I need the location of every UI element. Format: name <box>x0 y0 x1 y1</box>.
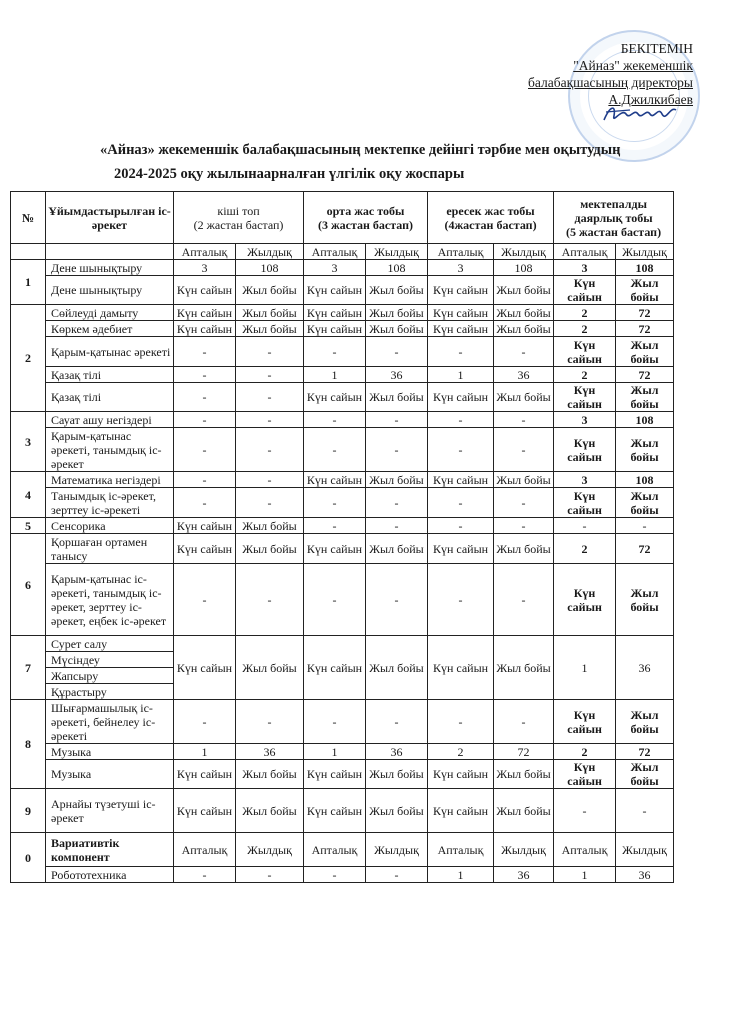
yearly-value: Жыл бойы <box>236 534 304 564</box>
subheader-weekly: Апталық <box>428 244 494 260</box>
group-age: (2 жастан бастап) <box>193 217 284 232</box>
table-row <box>11 760 674 789</box>
weekly-value: Күн сайын <box>554 337 616 367</box>
approval-line-2: балабақшасының директоры <box>528 75 693 90</box>
weekly-value: 3 <box>554 472 616 488</box>
weekly-value: Күн сайын <box>554 488 616 518</box>
yearly-value: 108 <box>616 260 674 276</box>
yearly-value: Жылдық <box>366 833 428 867</box>
yearly-value: Жыл бойы <box>616 700 674 744</box>
yearly-value: 36 <box>366 744 428 760</box>
weekly-value: - <box>428 700 494 744</box>
weekly-value: - <box>174 428 236 472</box>
yearly-value: Жылдық <box>616 833 674 867</box>
yearly-value: Жыл бойы <box>236 518 304 534</box>
yearly-value: 108 <box>236 260 304 276</box>
yearly-value: Жыл бойы <box>366 276 428 305</box>
weekly-value: Күн сайын <box>428 760 494 789</box>
approval-director-name: А.Джилкибаев <box>608 92 693 107</box>
activity-name: Жапсыру <box>46 668 174 684</box>
weekly-value: - <box>174 472 236 488</box>
weekly-value: Күн сайын <box>554 383 616 412</box>
activity-name: Танымдық іс-әрекет, зерттеу іс-әрекеті <box>46 488 174 518</box>
subheader-weekly: Апталық <box>174 244 236 260</box>
document-title <box>100 138 620 186</box>
yearly-value: - <box>494 564 554 636</box>
yearly-value: Жыл бойы <box>366 760 428 789</box>
weekly-value: Күн сайын <box>428 636 494 700</box>
yearly-value: Жыл бойы <box>494 472 554 488</box>
yearly-value: Жыл бойы <box>236 305 304 321</box>
yearly-value: 72 <box>616 744 674 760</box>
table-row <box>11 700 674 744</box>
subheader-blank <box>11 244 46 260</box>
yearly-value: Жыл бойы <box>494 534 554 564</box>
activity-name: Қоршаған ортамен танысу <box>46 534 174 564</box>
approval-block <box>528 40 693 108</box>
weekly-value: Күн сайын <box>174 789 236 833</box>
group-age: (3 жастан бастап) <box>317 217 414 232</box>
weekly-value: - <box>428 337 494 367</box>
curriculum-table-body <box>11 260 674 883</box>
weekly-value: - <box>304 428 366 472</box>
subheader-weekly: Апталық <box>304 244 366 260</box>
weekly-value: Күн сайын <box>174 305 236 321</box>
weekly-value: Күн сайын <box>304 321 366 337</box>
weekly-value: - <box>304 564 366 636</box>
yearly-value: Жыл бойы <box>236 789 304 833</box>
yearly-value: Жыл бойы <box>236 321 304 337</box>
yearly-value: - <box>236 337 304 367</box>
subheader-yearly: Жылдық <box>236 244 304 260</box>
yearly-value: - <box>494 488 554 518</box>
activity-name: Математика негіздері <box>46 472 174 488</box>
weekly-value: Күн сайын <box>428 383 494 412</box>
yearly-value: 72 <box>616 321 674 337</box>
weekly-value: Күн сайын <box>174 276 236 305</box>
document-title-line-1: «Айназ» жекеменшік балабақшасының мектепке дейінгі тәрбие мен оқытудың <box>100 142 621 158</box>
activity-name: Құрастыру <box>46 684 174 700</box>
weekly-value: - <box>428 428 494 472</box>
row-number: 4 <box>11 472 46 518</box>
table-row <box>11 472 674 488</box>
yearly-value: Жыл бойы <box>616 337 674 367</box>
table-row <box>11 276 674 305</box>
weekly-value: - <box>304 867 366 883</box>
weekly-value: Күн сайын <box>174 760 236 789</box>
yearly-value: 108 <box>616 412 674 428</box>
activity-name: Сурет салу <box>46 636 174 652</box>
row-number: 7 <box>11 636 46 700</box>
weekly-value: Күн сайын <box>554 700 616 744</box>
weekly-value: Күн сайын <box>174 518 236 534</box>
yearly-value: - <box>366 488 428 518</box>
table-row <box>11 260 674 276</box>
subheader-yearly: Жылдық <box>366 244 428 260</box>
table-row <box>11 564 674 636</box>
activity-name: Мүсіндеу <box>46 652 174 668</box>
weekly-value: - <box>174 337 236 367</box>
approval-heading: БЕКІТЕМІН <box>620 41 693 56</box>
weekly-value: - <box>554 789 616 833</box>
yearly-value: Жыл бойы <box>616 383 674 412</box>
yearly-value: Жыл бойы <box>366 472 428 488</box>
weekly-value: - <box>428 488 494 518</box>
weekly-value: Күн сайын <box>304 534 366 564</box>
weekly-value: Апталық <box>174 833 236 867</box>
yearly-value: - <box>494 428 554 472</box>
yearly-value: - <box>366 337 428 367</box>
yearly-value: 36 <box>236 744 304 760</box>
header-num: № <box>11 192 46 244</box>
weekly-value: Күн сайын <box>304 383 366 412</box>
row-number: 2 <box>11 305 46 412</box>
table-row <box>11 367 674 383</box>
weekly-value: - <box>304 412 366 428</box>
row-number: 6 <box>11 534 46 636</box>
group-age: (4жастан бастап) <box>444 217 537 232</box>
yearly-value: 108 <box>616 472 674 488</box>
table-row <box>11 428 674 472</box>
yearly-value: Жыл бойы <box>494 383 554 412</box>
row-number: 8 <box>11 700 46 789</box>
weekly-value: 3 <box>304 260 366 276</box>
yearly-value: Жыл бойы <box>236 276 304 305</box>
weekly-value: 2 <box>554 744 616 760</box>
yearly-value: 72 <box>616 367 674 383</box>
yearly-value: Жыл бойы <box>616 760 674 789</box>
weekly-value: 1 <box>428 867 494 883</box>
table-row <box>11 789 674 833</box>
yearly-value: Жыл бойы <box>616 488 674 518</box>
yearly-value: - <box>236 428 304 472</box>
document-title-line-2: 2024-2025 оқу жылынаарналған үлгілік оқу жоспары <box>114 166 465 182</box>
table-row <box>11 305 674 321</box>
weekly-value: - <box>304 700 366 744</box>
weekly-value: Күн сайын <box>428 472 494 488</box>
activity-name: Қазақ тілі <box>46 367 174 383</box>
yearly-value: - <box>366 428 428 472</box>
weekly-value: Күн сайын <box>304 305 366 321</box>
weekly-value: 1 <box>304 367 366 383</box>
yearly-value: - <box>616 789 674 833</box>
yearly-value: Жыл бойы <box>366 321 428 337</box>
weekly-value: - <box>554 518 616 534</box>
activity-name: Робототехника <box>46 867 174 883</box>
activity-name: Сауат ашу негіздері <box>46 412 174 428</box>
header-group-senior <box>428 192 554 244</box>
subheader-blank <box>46 244 174 260</box>
weekly-value: Күн сайын <box>554 564 616 636</box>
weekly-value: 3 <box>554 412 616 428</box>
weekly-value: - <box>174 564 236 636</box>
weekly-value: Апталық <box>428 833 494 867</box>
row-number: 1 <box>11 260 46 305</box>
weekly-value: Күн сайын <box>304 760 366 789</box>
activity-name: Сенсорика <box>46 518 174 534</box>
yearly-value: - <box>494 518 554 534</box>
header-group-preschool <box>554 192 674 244</box>
weekly-value: Күн сайын <box>554 428 616 472</box>
yearly-value: 36 <box>616 636 674 700</box>
subheader-yearly: Жылдық <box>494 244 554 260</box>
weekly-value: - <box>174 488 236 518</box>
yearly-value: Жыл бойы <box>366 789 428 833</box>
activity-name: Дене шынықтыру <box>46 276 174 305</box>
weekly-value: Күн сайын <box>428 321 494 337</box>
weekly-value: Күн сайын <box>174 534 236 564</box>
weekly-value: 1 <box>304 744 366 760</box>
yearly-value: - <box>494 700 554 744</box>
weekly-value: Күн сайын <box>428 305 494 321</box>
group-name: кіші топ <box>217 203 260 218</box>
table-row <box>11 833 674 867</box>
weekly-value: Күн сайын <box>554 276 616 305</box>
yearly-value: Жыл бойы <box>494 276 554 305</box>
weekly-value: - <box>174 867 236 883</box>
weekly-value: Апталық <box>554 833 616 867</box>
table-row <box>11 383 674 412</box>
yearly-value: 108 <box>494 260 554 276</box>
weekly-value: 1 <box>554 867 616 883</box>
table-row <box>11 636 674 652</box>
weekly-value: 2 <box>428 744 494 760</box>
header-group-middle <box>304 192 428 244</box>
weekly-value: 3 <box>428 260 494 276</box>
weekly-value: Апталық <box>304 833 366 867</box>
yearly-value: Жыл бойы <box>366 305 428 321</box>
yearly-value: - <box>236 867 304 883</box>
yearly-value: - <box>236 383 304 412</box>
yearly-value: - <box>236 488 304 518</box>
subheader-weekly: Апталық <box>554 244 616 260</box>
yearly-value: 36 <box>616 867 674 883</box>
table-row <box>11 337 674 367</box>
yearly-value: - <box>494 412 554 428</box>
yearly-value: - <box>366 700 428 744</box>
weekly-value: 1 <box>174 744 236 760</box>
weekly-value: 3 <box>174 260 236 276</box>
table-row <box>11 488 674 518</box>
yearly-value: Жыл бойы <box>616 428 674 472</box>
yearly-value: Жыл бойы <box>616 564 674 636</box>
table-row <box>11 534 674 564</box>
weekly-value: Күн сайын <box>174 321 236 337</box>
row-number: 3 <box>11 412 46 472</box>
header-group-junior <box>174 192 304 244</box>
row-number: 9 <box>11 789 46 833</box>
group-age: (5 жастан бастап) <box>565 224 662 239</box>
yearly-value: - <box>366 412 428 428</box>
activity-name: Қарым-қатынас әрекеті <box>46 337 174 367</box>
activity-name: Шығармашылық іс-әрекеті, бейнелеу іс-әрекеті <box>46 700 174 744</box>
yearly-value: - <box>616 518 674 534</box>
weekly-value: Күн сайын <box>304 472 366 488</box>
yearly-value: 36 <box>366 367 428 383</box>
activity-name: Қарым-қатынас әрекеті, танымдық іс-әрекет <box>46 428 174 472</box>
activity-name: Вариативтік компонент <box>46 833 174 867</box>
activity-name: Дене шынықтыру <box>46 260 174 276</box>
weekly-value: - <box>174 700 236 744</box>
weekly-value: - <box>174 412 236 428</box>
group-name: орта жас тобы <box>326 203 405 218</box>
yearly-value: 36 <box>494 867 554 883</box>
yearly-value: Жыл бойы <box>494 636 554 700</box>
weekly-value: 2 <box>554 305 616 321</box>
weekly-value: Күн сайын <box>428 789 494 833</box>
weekly-value: Күн сайын <box>428 276 494 305</box>
weekly-value: 1 <box>554 636 616 700</box>
row-number: 5 <box>11 518 46 534</box>
yearly-value: - <box>236 564 304 636</box>
yearly-value: - <box>236 700 304 744</box>
activity-name: Музыка <box>46 760 174 789</box>
yearly-value: - <box>366 564 428 636</box>
group-subname: даярлық тобы <box>574 210 653 225</box>
yearly-value: Жыл бойы <box>236 636 304 700</box>
yearly-value: Жылдық <box>236 833 304 867</box>
yearly-value: Жыл бойы <box>236 760 304 789</box>
weekly-value: - <box>174 383 236 412</box>
curriculum-table <box>10 191 674 883</box>
subheader-yearly: Жылдық <box>616 244 674 260</box>
activity-name: Арнайы түзетуші іс-әрекет <box>46 789 174 833</box>
yearly-value: 72 <box>616 534 674 564</box>
yearly-value: - <box>366 518 428 534</box>
weekly-value: Күн сайын <box>304 789 366 833</box>
weekly-value: Күн сайын <box>304 276 366 305</box>
yearly-value: Жыл бойы <box>616 276 674 305</box>
table-row <box>11 867 674 883</box>
yearly-value: - <box>236 367 304 383</box>
weekly-value: - <box>428 518 494 534</box>
activity-name: Қазақ тілі <box>46 383 174 412</box>
row-number: 0 <box>11 833 46 883</box>
yearly-value: 72 <box>494 744 554 760</box>
weekly-value: 2 <box>554 321 616 337</box>
yearly-value: Жыл бойы <box>494 789 554 833</box>
table-row <box>11 412 674 428</box>
yearly-value: Жылдық <box>494 833 554 867</box>
yearly-value: Жыл бойы <box>366 636 428 700</box>
table-row <box>11 321 674 337</box>
yearly-value: - <box>494 337 554 367</box>
weekly-value: 2 <box>554 534 616 564</box>
weekly-value: 3 <box>554 260 616 276</box>
weekly-value: - <box>304 518 366 534</box>
weekly-value: Күн сайын <box>304 636 366 700</box>
weekly-value: - <box>174 367 236 383</box>
weekly-value: - <box>428 564 494 636</box>
activity-name: Сөйлеуді дамыту <box>46 305 174 321</box>
activity-name: Қарым-қатынас іс-әрекеті, танымдық іс-әрекет, зерттеу іс-әрекет, еңбек іс-әрекет <box>46 564 174 636</box>
yearly-value: - <box>366 867 428 883</box>
yearly-value: 72 <box>616 305 674 321</box>
yearly-value: Жыл бойы <box>366 383 428 412</box>
weekly-value: Күн сайын <box>554 760 616 789</box>
table-row <box>11 518 674 534</box>
yearly-value: Жыл бойы <box>494 760 554 789</box>
yearly-value: - <box>236 412 304 428</box>
group-name: ересек жас тобы <box>446 203 535 218</box>
activity-name: Музыка <box>46 744 174 760</box>
group-name: мектепалды <box>580 196 647 211</box>
approval-line-1: "Айназ" жекеменшік <box>573 58 693 73</box>
weekly-value: 1 <box>428 367 494 383</box>
weekly-value: - <box>304 488 366 518</box>
yearly-value: Жыл бойы <box>494 321 554 337</box>
weekly-value: Күн сайын <box>174 636 236 700</box>
yearly-value: Жыл бойы <box>366 534 428 564</box>
activity-name: Көркем әдебиет <box>46 321 174 337</box>
yearly-value: 36 <box>494 367 554 383</box>
header-activity: Ұйымдастырылған іс-әрекет <box>46 192 174 244</box>
yearly-value: - <box>236 472 304 488</box>
table-row <box>11 744 674 760</box>
yearly-value: Жыл бойы <box>494 305 554 321</box>
weekly-value: 2 <box>554 367 616 383</box>
weekly-value: - <box>428 412 494 428</box>
weekly-value: Күн сайын <box>428 534 494 564</box>
yearly-value: 108 <box>366 260 428 276</box>
weekly-value: - <box>304 337 366 367</box>
